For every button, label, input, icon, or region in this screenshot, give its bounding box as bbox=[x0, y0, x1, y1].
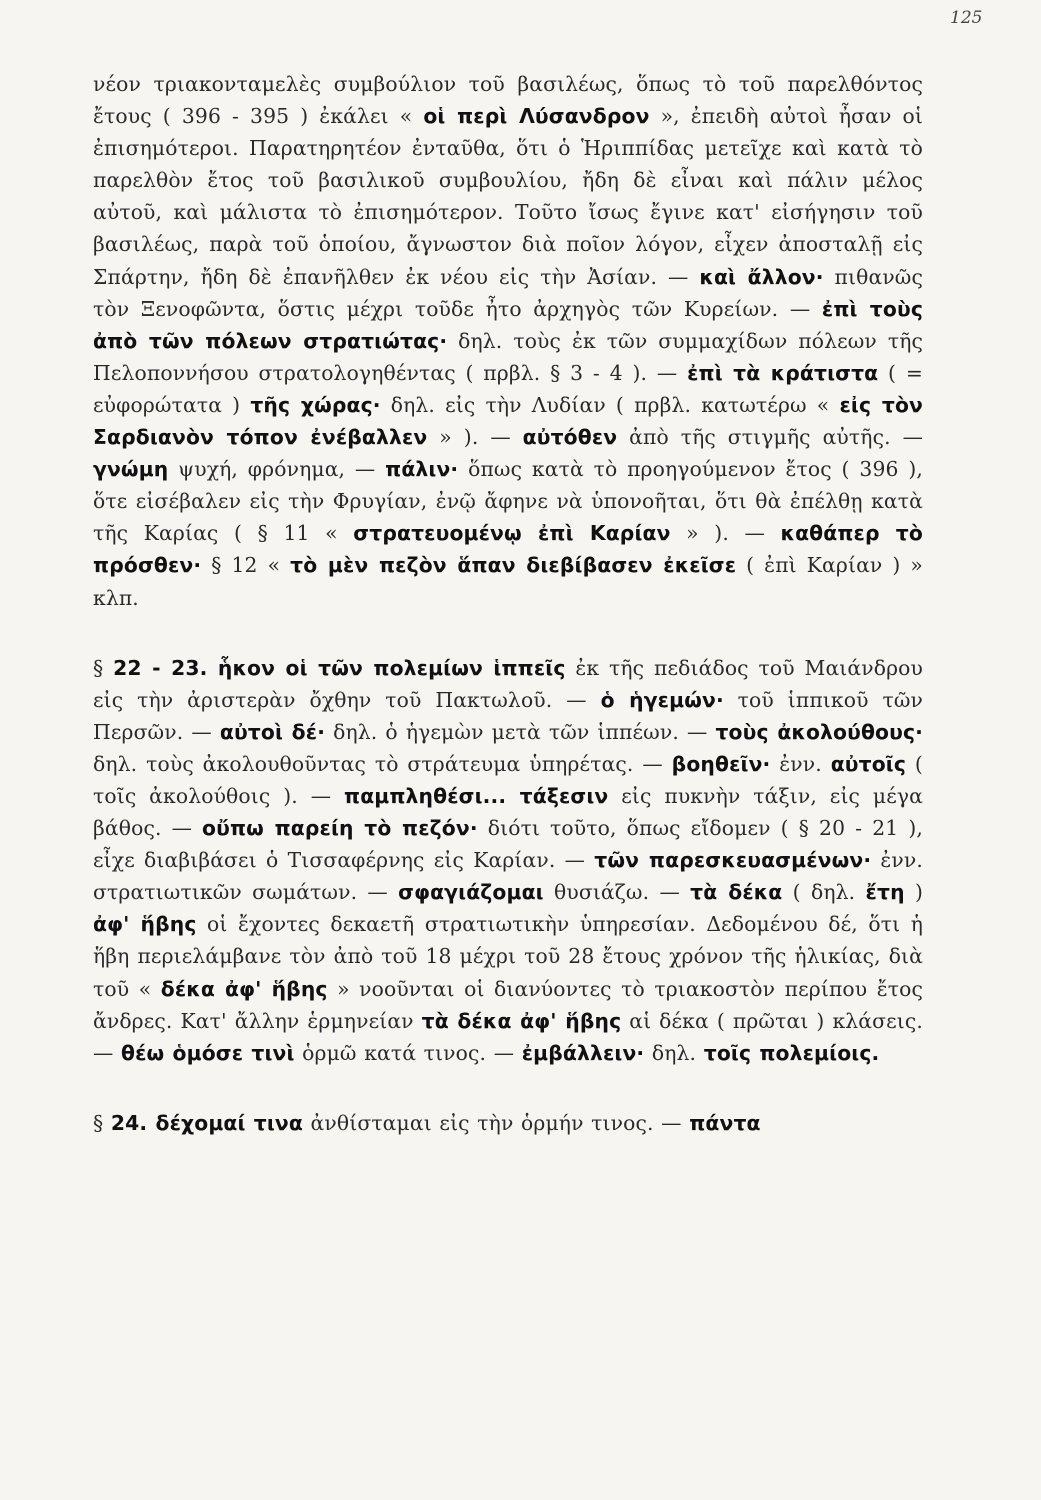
commentary-segment: ( δηλ. bbox=[782, 880, 866, 905]
commentary-segment: πιθανῶς τὸν Ξενοφῶντα, ὅστις μέχρι τοῦδε ἦτο ἀρχηγὸς τῶν Κυρείων. — bbox=[93, 264, 923, 321]
lemma-term: αὐτόθεν bbox=[522, 425, 618, 450]
lemma-term: 24. δέχομαί τινα bbox=[110, 1110, 303, 1135]
commentary-segment: διότι τοῦτο, ὅπως εἴδομεν ( § 20 - 21 ), εἶχε διαβιβάσει ὁ Τισσαφέρνης εἰς Καρίαν. — bbox=[93, 816, 923, 873]
commentary-segment: δηλ. τοὺς ἐκ τῶν συμμαχίδων πόλεων τῆς Πελοποννήσου στρατολογηθέντας ( πρβλ. § 3 - 4 ). — bbox=[93, 328, 924, 385]
commentary-segment: » ). — bbox=[427, 425, 523, 450]
commentary-segment: ὁρμῶ κατά τινος. — bbox=[294, 1040, 522, 1065]
commentary-segment: δηλ. εἰς τὴν Λυδίαν ( πρβλ. κατωτέρω « bbox=[380, 392, 840, 417]
lemma-term: οὔπω παρείη τὸ πεζόν· bbox=[202, 816, 478, 841]
paragraph-3 bbox=[93, 1107, 923, 1139]
commentary-text bbox=[93, 68, 923, 1139]
commentary-segment: οἱ ἔχοντες δεκαετῆ στρατιωτικὴν ὑπηρεσίαν. Δεδομένου δέ, ὅτι ἡ ἥβη περιελάμβανε τὸν ἀπὸ τοῦ 18 μέχρι τοῦ 28 ἔτους χρόνον τῆς ἡλικίας, διὰ τοῦ « bbox=[93, 912, 923, 1001]
commentary-segment: ἀπὸ τῆς στιγμῆς αὐτῆς. — bbox=[617, 425, 924, 450]
lemma-term: ἐπὶ τοὺς ἀπὸ τῶν πόλεων στρατιώτας· bbox=[93, 296, 923, 353]
lemma-term: τῶν παρεσκευασμένων· bbox=[594, 848, 872, 873]
commentary-segment: ἐκ τῆς πεδιάδος τοῦ Μαιάνδρου εἰς τὴν ἀριστερὰν ὄχθην τοῦ Πακτωλοῦ. — bbox=[93, 655, 924, 712]
paragraph-2 bbox=[93, 652, 923, 1069]
lemma-term: αὐτοὶ δέ· bbox=[219, 719, 326, 744]
commentary-segment: ( = εὐφορώτατα ) bbox=[93, 360, 923, 417]
lemma-term: καὶ ἄλλον· bbox=[699, 264, 824, 289]
lemma-term: ἀφ' ἥβης bbox=[93, 912, 197, 937]
paragraph-1 bbox=[93, 68, 923, 614]
commentary-segment: εἰς πυκνὴν τάξιν, εἰς μέγα βάθος. — bbox=[93, 783, 923, 841]
commentary-segment: δηλ. bbox=[644, 1040, 704, 1065]
commentary-segment: ψυχή, φρόνημα, — bbox=[168, 457, 386, 482]
page-number: 125 bbox=[950, 8, 983, 28]
lemma-term: ὁ ἡγεμών· bbox=[600, 687, 724, 712]
commentary-segment: τοῦ ἱππικοῦ τῶν Περσῶν. — bbox=[93, 687, 923, 744]
commentary-segment: § 12 « bbox=[201, 553, 291, 578]
lemma-term: ἔτη bbox=[865, 880, 905, 905]
lemma-term: τῆς χώρας· bbox=[250, 392, 381, 417]
commentary-segment: ἐνν. στρατιωτικῶν σωμάτων. — bbox=[93, 848, 923, 905]
lemma-term: ἐπὶ τὰ κράτιστα bbox=[687, 360, 879, 385]
lemma-term: αὐτοῖς bbox=[830, 751, 907, 776]
commentary-segment: § bbox=[93, 1110, 111, 1135]
lemma-term: ἐμβάλλειν· bbox=[521, 1040, 645, 1065]
commentary-segment: ( τοῖς ἀκολούθοις ). — bbox=[93, 751, 923, 808]
commentary-segment: αἱ δέκα ( πρῶται ) κλάσεις. — bbox=[93, 1008, 924, 1065]
commentary-segment: ἀνθίσταμαι εἰς τὴν ὁρμήν τινος. — bbox=[302, 1110, 690, 1135]
lemma-term: τὰ δέκα ἀφ' ἥβης bbox=[421, 1008, 622, 1033]
lemma-term: στρατευομένῳ ἐπὶ Καρίαν bbox=[353, 521, 671, 546]
lemma-term: πάντα bbox=[689, 1110, 761, 1135]
commentary-segment: », ἐπειδὴ αὐτοὶ ἦσαν οἱ ἐπισημότεροι. Παρατηρητέον ἐνταῦθα, ὅτι ὁ Ἡριππίδας μετεῖχε καὶ κατὰ τὸ παρελθὸν ἔτος τοῦ βασιλικοῦ συμβουλίου, ἤδη δὲ εἶναι καὶ πάλιν μέλος αὐτοῦ, καὶ μάλιστα τὸ ἐπισημότερον. Τοῦτο ἴσως ἔγινε κατ' εἰσήγησιν τοῦ βασιλέως, παρὰ τοῦ ὁποίου, ἄγνωστον διὰ ποῖον λόγον, εἶχεν ἀποσταλῇ εἰς Σπάρτην, ἤδη δὲ ἐπανῆλθεν ἐκ νέου εἰς τὴν Ἀσίαν. — bbox=[93, 104, 923, 289]
commentary-segment: ἐνν. bbox=[770, 751, 831, 776]
commentary-segment: § bbox=[93, 655, 114, 680]
lemma-term: καθάπερ τὸ πρόσθεν· bbox=[93, 521, 923, 578]
commentary-segment: ὅπως κατὰ τὸ προηγούμενον ἔτος ( 396 ), ὅτε εἰσέβαλεν εἰς τὴν Φρυγίαν, ἐνῷ ἄφηνε νὰ ὑπονοῆται, ὅτι θὰ ἐπέλθῃ κατὰ τῆς Καρίας ( § 11 « bbox=[93, 457, 924, 546]
lemma-term: γνώμη bbox=[93, 457, 169, 482]
lemma-term: παμπληθέσι... τάξεσιν bbox=[344, 783, 609, 808]
lemma-term: τοῖς πολεμίοις. bbox=[703, 1040, 880, 1065]
lemma-term: τὸ μὲν πεζὸν ἅπαν διεβίβασεν ἐκεῖσε bbox=[290, 553, 737, 578]
lemma-term: θέω ὁμόσε τινὶ bbox=[121, 1040, 295, 1065]
lemma-term: εἰς τὸν Σαρδιανὸν τόπον ἐνέβαλλεν bbox=[93, 392, 923, 450]
lemma-term: τὰ δέκα bbox=[690, 880, 783, 905]
commentary-segment: ) bbox=[904, 880, 924, 905]
lemma-term: 22 - 23. ἧκον οἱ τῶν πολεμίων ἱππεῖς bbox=[113, 655, 566, 680]
lemma-term: οἱ περὶ Λύσανδρον bbox=[423, 104, 650, 129]
lemma-term: δέκα ἀφ' ἥβης bbox=[160, 976, 328, 1001]
commentary-segment: » ). — bbox=[670, 521, 781, 546]
commentary-segment: νέον τριακονταμελὲς συμβούλιον τοῦ βασιλέως, ὅπως τὸ τοῦ παρελθόντος ἔτους ( 396 - 395 ) ἐκάλει « bbox=[93, 72, 923, 129]
commentary-segment: » νοοῦνται οἱ διανύοντες τὸ τριακοστὸν περίπου ἔτος ἄνδρες. Κατ' ἄλλην ἑρμηνείαν bbox=[93, 976, 924, 1033]
commentary-segment: δηλ. τοὺς ἀκολουθοῦντας τὸ στράτευμα ὑπηρέτας. — bbox=[93, 751, 672, 776]
lemma-term: πάλιν· bbox=[385, 457, 459, 482]
lemma-term: τοὺς ἀκολούθους· bbox=[715, 719, 924, 744]
lemma-term: βοηθεῖν· bbox=[671, 751, 771, 776]
commentary-segment: ( ἐπὶ Καρίαν ) » κλπ. bbox=[93, 553, 923, 610]
lemma-term: σφαγιάζομαι bbox=[398, 880, 544, 905]
commentary-segment: δηλ. ὁ ἡγεμὼν μετὰ τῶν ἱππέων. — bbox=[325, 719, 716, 744]
commentary-segment: θυσιάζω. — bbox=[543, 880, 691, 905]
